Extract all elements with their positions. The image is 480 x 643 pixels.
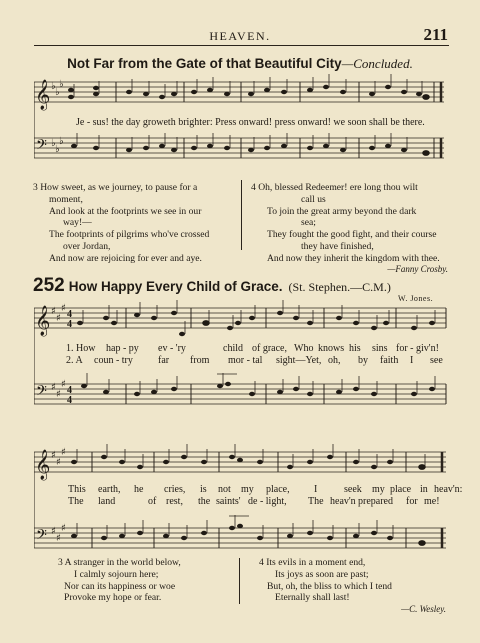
lyric-syllable: in — [420, 484, 428, 495]
svg-text:♭: ♭ — [51, 138, 56, 149]
svg-text:♯: ♯ — [51, 382, 56, 393]
lyric-syllable: me! — [424, 496, 440, 507]
verse-line: To join the great army beyond the dark — [267, 205, 417, 217]
lyric-syllable: faith — [380, 355, 399, 366]
lyric-syllable: sight—Yet, — [276, 355, 322, 366]
verse-line: Nor can its happiness or woe — [64, 580, 176, 592]
treble-clef-icon: 𝄞 — [35, 450, 51, 480]
svg-text:♯: ♯ — [61, 447, 66, 458]
hymn2-bass-notes-1 — [81, 373, 435, 396]
lyric-syllable: not — [218, 484, 231, 495]
lyric-syllable: hap - py — [106, 343, 139, 354]
verse-line: they have finished, — [301, 240, 374, 252]
lyric-syllable: 1. How — [66, 343, 96, 354]
verse-line: 4 Oh, blessed Redeemer! ere long thou wilt — [251, 182, 418, 193]
hymn2-composer: W. Jones. — [398, 294, 434, 303]
lyric-syllable: of — [148, 496, 157, 507]
verse-line: The footprints of pilgrims who've crossed — [49, 229, 210, 241]
hymn1-lyric-line: Je - sus! the day groweth brighter: Press onward! press onward! we soon shall be there. — [76, 117, 425, 128]
lyric-syllable: the — [198, 496, 211, 507]
hymn1-continued: —Concluded. — [341, 56, 413, 71]
svg-text:4: 4 — [67, 309, 72, 320]
lyric-syllable: his — [349, 343, 361, 354]
svg-text:♭: ♭ — [59, 136, 64, 147]
lyric-syllable: de - light, — [248, 496, 287, 507]
verse-line: And now are rejoicing for ever and aye. — [49, 252, 202, 264]
svg-text:4: 4 — [67, 385, 72, 396]
svg-text:♯: ♯ — [61, 303, 66, 314]
verse-line: 3 A stranger in the world below, — [58, 557, 181, 568]
svg-text:♯: ♯ — [51, 306, 56, 317]
lyric-syllable: I — [314, 484, 318, 495]
hymn2-verse-4 — [259, 557, 439, 604]
column-divider — [241, 180, 242, 250]
verse-line: 4 Its evils in a moment end, — [259, 557, 366, 568]
bass-clef-icon: 𝄢 — [36, 527, 47, 547]
svg-text:♯: ♯ — [56, 313, 61, 324]
svg-text:♭: ♭ — [55, 144, 60, 155]
lyric-syllable: I — [410, 355, 414, 366]
lyric-syllable: coun - try — [94, 355, 133, 366]
verse-line: Eternally shall last! — [275, 592, 350, 604]
svg-text:♯: ♯ — [56, 533, 61, 544]
lyric-syllable: oh, — [328, 355, 341, 366]
lyric-syllable: knows — [318, 343, 345, 354]
lyric-syllable: from — [190, 355, 210, 366]
svg-text:♭: ♭ — [51, 81, 56, 92]
lyric-syllable: for - giv'n! — [396, 343, 439, 354]
lyric-syllable: saints' — [216, 496, 241, 507]
lyric-syllable: 2. A — [66, 355, 83, 366]
hymn2-tune-meter: (St. Stephen.—C.M.) — [288, 280, 391, 294]
verse-line: moment, — [49, 193, 83, 205]
hymn1-verse-4 — [251, 182, 451, 265]
treble-clef-icon: 𝄞 — [35, 80, 51, 110]
column-divider — [239, 558, 240, 604]
lyric-syllable: my — [241, 484, 254, 495]
lyric-syllable: place — [390, 484, 412, 495]
hymn2-credit: —C. Wesley. — [401, 604, 446, 614]
lyric-syllable: cries, — [164, 484, 186, 495]
lyric-syllable: This — [68, 484, 86, 495]
treble-clef-icon: 𝄞 — [35, 306, 51, 336]
hymn2-bass-notes-2 — [71, 515, 425, 545]
hymn-number: 252 — [33, 275, 65, 296]
hymn2-title-text: How Happy Every Child of Grace. — [68, 279, 283, 294]
svg-text:♯: ♯ — [56, 389, 61, 400]
lyric-syllable: prepared — [358, 496, 393, 507]
lyric-syllable: land — [98, 496, 116, 507]
lyric-syllable: is — [200, 484, 207, 495]
lyric-syllable: earth, — [98, 484, 121, 495]
lyric-syllable: heav'n — [330, 496, 356, 507]
verse-line: Its joys as soon are past; — [275, 568, 369, 580]
lyric-syllable: far — [158, 355, 170, 366]
lyric-syllable: my — [372, 484, 385, 495]
hymn1-bass-notes — [71, 133, 429, 155]
lyric-syllable: for — [406, 496, 418, 507]
lyric-syllable: seek — [344, 484, 362, 495]
lyric-syllable: sins — [372, 343, 388, 354]
verse-line: over Jordan, — [63, 240, 111, 252]
lyric-syllable: The — [68, 496, 84, 507]
svg-text:4: 4 — [67, 395, 72, 406]
svg-text:♭: ♭ — [59, 79, 64, 90]
svg-text:4: 4 — [67, 319, 72, 330]
verse-line: They fought the good fight, and their course — [267, 229, 437, 241]
lyric-syllable: ev - 'ry — [158, 343, 186, 354]
lyric-syllable: rest, — [166, 496, 183, 507]
lyric-syllable: see — [430, 355, 443, 366]
hymn1-title — [0, 56, 480, 72]
lyric-syllable: The — [308, 496, 324, 507]
svg-text:♯: ♯ — [51, 450, 56, 461]
hymn2-verse-3 — [58, 557, 233, 604]
section-title: HEAVEN. — [209, 29, 271, 43]
verse-line: I calmly sojourn here; — [74, 568, 159, 580]
verse-line: call us — [301, 193, 326, 205]
lyric-syllable: child — [223, 343, 243, 354]
bass-clef-icon: 𝄢 — [36, 383, 47, 403]
svg-text:♯: ♯ — [61, 379, 66, 390]
hymn1-credit: —Fanny Crosby. — [387, 264, 448, 274]
page-number: 211 — [423, 25, 448, 44]
verse-line: And now they inherit the kingdom with thee. — [267, 252, 440, 264]
svg-text:♯: ♯ — [56, 457, 61, 468]
header-rule — [34, 45, 449, 46]
verse-line: But, oh, the bliss to which I tend — [267, 580, 392, 592]
verse-line: Provoke my hope or fear. — [64, 592, 162, 604]
lyric-syllable: of grace, — [252, 343, 287, 354]
verse-line: And look at the footprints we see in our — [49, 205, 202, 217]
lyric-syllable: he — [134, 484, 144, 495]
hymn1-verse-3 — [33, 182, 236, 265]
bass-clef-icon: 𝄢 — [36, 137, 47, 157]
verse-line: 3 How sweet, as we journey, to pause for a — [33, 182, 198, 193]
svg-text:♭: ♭ — [55, 87, 60, 98]
hymn1-title-text: Not Far from the Gate of that Beautiful City — [67, 56, 342, 71]
lyric-syllable: place, — [266, 484, 290, 495]
lyric-syllable: mor - tal — [228, 355, 263, 366]
svg-text:♯: ♯ — [51, 526, 56, 537]
lyric-syllable: Who — [294, 343, 314, 354]
lyric-syllable: heav'n: — [434, 484, 463, 495]
verse-line: way!— — [63, 217, 92, 229]
hymn2-bass-staff-1 — [34, 379, 446, 406]
svg-text:♯: ♯ — [61, 523, 66, 534]
verse-line: sea; — [301, 217, 316, 229]
running-head — [0, 25, 480, 45]
lyric-syllable: by — [358, 355, 368, 366]
